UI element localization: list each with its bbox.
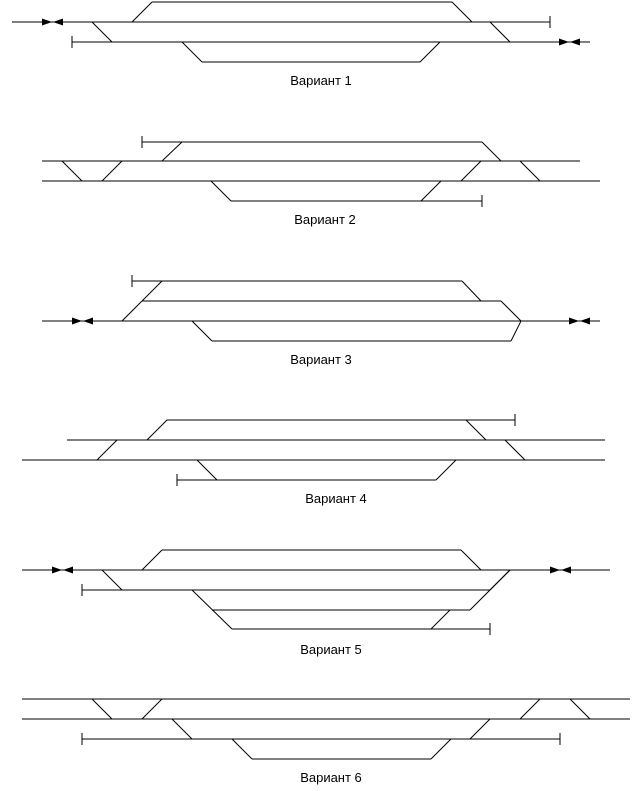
switch-connector bbox=[421, 181, 441, 201]
crossover-connector bbox=[490, 22, 510, 42]
crossover-connector bbox=[505, 440, 525, 460]
crossover-connector bbox=[97, 440, 117, 460]
variant-6-diagram bbox=[22, 699, 630, 785]
switch-connector bbox=[162, 142, 182, 161]
variant-4-diagram bbox=[22, 414, 605, 506]
arrow-left-icon bbox=[570, 39, 580, 46]
arrow-right-icon bbox=[72, 318, 82, 325]
switch-connector bbox=[452, 2, 472, 22]
crossover-connector bbox=[520, 161, 540, 181]
variant-caption: Вариант 5 bbox=[300, 642, 362, 657]
variant-caption: Вариант 6 bbox=[300, 770, 362, 785]
switch-connector bbox=[511, 321, 521, 341]
arrow-left-icon bbox=[83, 318, 93, 325]
arrow-left-icon bbox=[580, 318, 590, 325]
crossover-connector bbox=[92, 22, 112, 42]
variant-caption: Вариант 4 bbox=[305, 491, 367, 506]
crossover-connector bbox=[461, 161, 481, 181]
arrow-right-icon bbox=[559, 39, 569, 46]
switch-connector bbox=[172, 719, 192, 739]
crossover-connector bbox=[142, 699, 162, 719]
switch-connector bbox=[470, 719, 490, 739]
crossover-connector bbox=[570, 699, 590, 719]
arrow-right-icon bbox=[550, 567, 560, 574]
arrow-left-icon bbox=[53, 19, 63, 26]
switch-connector bbox=[431, 739, 451, 759]
switch-connector bbox=[142, 281, 162, 301]
switch-connector bbox=[482, 142, 501, 161]
switch-connector bbox=[182, 42, 202, 62]
switch-connector bbox=[461, 550, 481, 570]
variant-5-diagram bbox=[22, 550, 610, 657]
crossover-connector bbox=[520, 699, 540, 719]
switch-connector bbox=[466, 420, 486, 440]
switch-connector bbox=[102, 570, 122, 590]
switch-connector bbox=[431, 610, 450, 629]
switch-connector bbox=[462, 281, 481, 301]
switch-connector bbox=[197, 460, 217, 480]
switch-connector bbox=[147, 420, 167, 440]
switch-connector bbox=[142, 550, 162, 570]
variant-2-diagram bbox=[42, 136, 600, 227]
variant-caption: Вариант 1 bbox=[290, 73, 352, 88]
arrow-right-icon bbox=[569, 318, 579, 325]
switch-connector bbox=[211, 181, 231, 201]
variant-1-diagram bbox=[12, 2, 590, 88]
switch-connector bbox=[501, 301, 521, 321]
switch-connector bbox=[420, 42, 440, 62]
arrow-left-icon bbox=[561, 567, 571, 574]
crossover-connector bbox=[62, 161, 82, 181]
variant-caption: Вариант 2 bbox=[294, 212, 356, 227]
arrow-right-icon bbox=[52, 567, 62, 574]
crossover-connector bbox=[102, 161, 122, 181]
switch-connector bbox=[192, 321, 212, 341]
arrow-right-icon bbox=[42, 19, 52, 26]
switch-connector bbox=[436, 460, 456, 480]
switch-connector bbox=[232, 739, 252, 759]
switch-connector bbox=[132, 2, 152, 22]
variant-3-diagram bbox=[42, 275, 600, 367]
crossover-connector bbox=[92, 699, 112, 719]
switch-connector bbox=[122, 301, 142, 321]
variant-caption: Вариант 3 bbox=[290, 352, 352, 367]
arrow-left-icon bbox=[63, 567, 73, 574]
